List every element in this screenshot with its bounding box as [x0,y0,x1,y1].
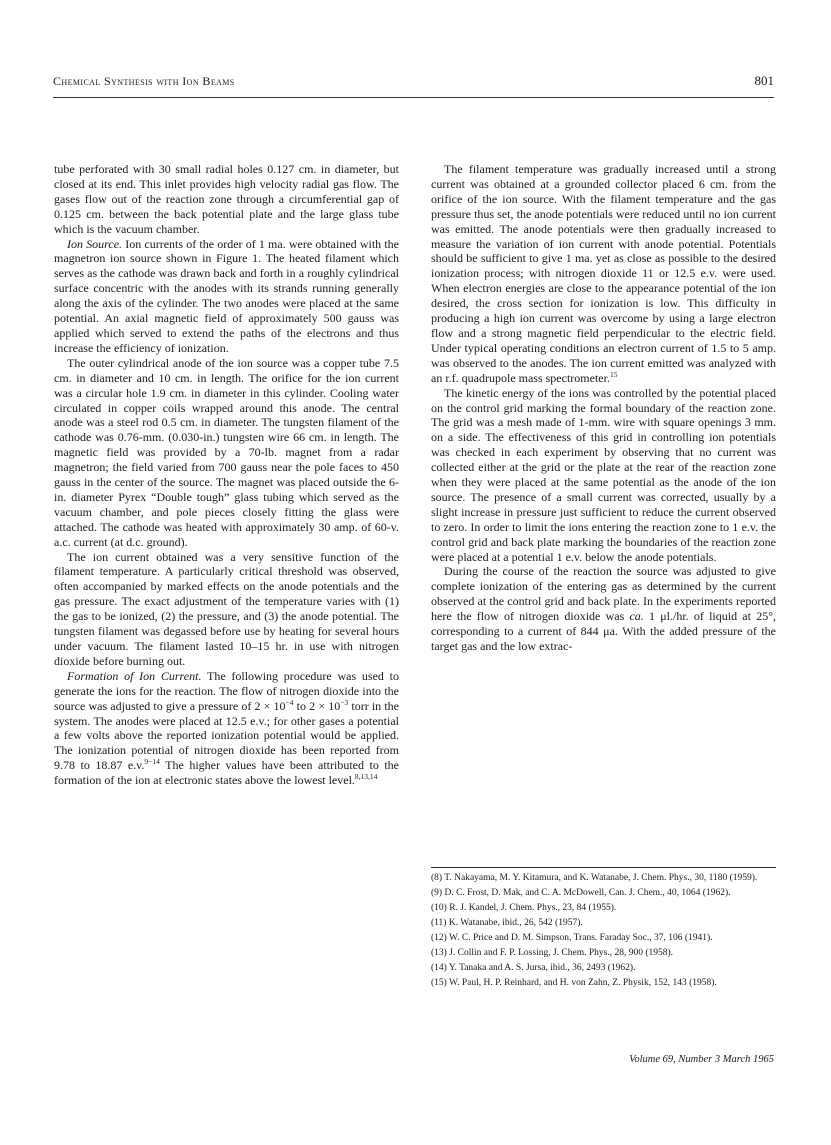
paragraph: The ion current obtained was a very sensitive function of the filament temperature. A particularly critical threshold was observed, often accompanied by marked effects on the anode potentials and the gas pressure. The exact adjustment of the temperature varies with (1) the gas to be ionized, (2) the pressure, and (3) the anode potential. The tungsten filament was degassed before use by heating for several hours under vacuum. The filament lasted 10–15 hr. in use with nitrogen dioxide before burning out. [54,549,399,668]
right-column [431,162,776,654]
footnote: (13) J. Collin and F. P. Lossing, J. Chem. Phys., 28, 900 (1958). [431,948,674,958]
paragraph [431,162,776,386]
left-column [54,162,399,788]
footnote-rule [431,867,776,868]
paragraph-body: 1 μl./hr. of liquid at 25°, corresponding to a current of 844 μa. With the added pressure of the target gas and the low extrac- [431,609,776,653]
footnote: (12) W. C. Price and D. M. Simpson, Trans. Faraday Soc., 37, 106 (1941). [431,933,713,943]
issue-footer: Volume 69, Number 3 March 1965 [629,1054,774,1065]
footnote: (9) D. C. Frost, D. Mak, and C. A. McDowell, Can. J. Chem., 40, 1064 (1962). [431,888,731,898]
paragraph-body: torr in the system. The anodes were placed at 12.5 e.v.; for other gases a potential a few volts above the reported ionization potential would be applied. The ionization potential of nitrogen dioxide has been reported from 9.78 to 18.87 e.v. [54,698,399,773]
reference-marker: 15 [609,369,618,379]
exponent: −4 [285,697,294,707]
running-title: Chemical Synthesis with Ion Beams [53,74,235,88]
paragraph-body: The following procedure was used to generate the ions for the reaction. The flow of nitrogen dioxide into the source was adjusted to give a pressure of 2 × 10 [54,668,399,713]
paragraph-formation [54,669,399,788]
footnotes [431,872,776,992]
exponent: −3 [340,697,349,707]
header-rule [53,97,774,98]
paragraph-body: During the course of the reaction the source was adjusted to give complete ionization of the entering gas as determined by the current observed at the control grid and back plate. In the experiments reported here the flow of nitrogen dioxide was [431,564,776,624]
paragraph-body: The filament temperature was gradually increased until a strong current was obtained at a grounded collector placed 6 cm. from the orifice of the ion source. With the filament temperature and the gas pressure thus set, the anode potentials were reduced until no ion current was emitted. The anode potentials were then gradually increased to measure the variation of ion current with anode potential. Potentials should be sufficient to give 1 ma. yet as close as possible to the desired ionization process; with nitrogen dioxide 11 or 12.5 e.v. were used. When electron energies are close to the appearance potential of the ion desired, the cross section for ionization is low. This difficulty in producing a high ion current was overcome by using a large electron flow and a strong magnetic field perpendicular to the electric field. Under typical operating conditions an electron current of 1.5 to 5 amp. was observed to the anodes. The ion current emitted was analyzed with an r.f. quadrupole mass spectrometer. [431,162,776,385]
paragraph: The outer cylindrical anode of the ion source was a copper tube 7.5 cm. in diameter and 10 cm. in length. The orifice for the ion current was a circular hole 1.9 cm. in diameter in this cylinder. Cooling water circulated in copper coils wrapped around this anode. The central anode was a steel rod 0.5 cm. in diameter. The tungsten filament of the cathode was 0.76-mm. (0.030-in.) tungsten wire 66 cm. in length. The magnetic field was provided by a 70-lb. magnet from a radar magnetron; the field varied from 700 gauss near the pole faces to 450 gauss in the center of the source. The magnet was placed outside the 6-in. diameter Pyrex “Double tough” glass tubing which served as the vacuum chamber, and pole pieces closely fitting the glass were attached. The cathode was heated with approximately 30 amp. of 60-v. a.c. current (at d.c. ground). [54,355,399,549]
page-number: 801 [754,73,774,88]
footnote: (10) R. J. Kandel, J. Chem. Phys., 23, 84 (1955). [431,903,617,913]
paragraph: tube perforated with 30 small radial holes 0.127 cm. in diameter, but closed at its end. This inlet provides high velocity radial gas flow. The gases flow out of the reaction zone through a circumferential gap of 0.125 cm. between the back potential plate and the large glass tube which is the vacuum chamber. [54,162,399,236]
paragraph-ion-source [54,237,399,356]
footnote: (14) Y. Tanaka and A. S. Jursa, ibid., 36, 2493 (1962). [431,963,636,973]
section-heading: Formation of Ion Current. [67,668,202,683]
paragraph [431,564,776,653]
page-header [53,74,774,96]
footnote: (8) T. Nakayama, M. Y. Kitamura, and K. Watanabe, J. Chem. Phys., 30, 1180 (1959). [431,873,758,883]
reference-marker: 9−14 [144,757,160,767]
paragraph: The kinetic energy of the ions was controlled by the potential placed on the control grid marking the formal boundary of the reaction zone. The grid was a mesh made of 1-mm. wire with square openings 3 mm. on a side. The effectiveness of this grid in controlling ion potentials was checked in each experiment by observing that no current was collected either at the grid or the plate at the rear of the reaction zone when they were placed at the same potential as the anode of the ion source. The presence of a small current was corrected, usually by a slight increase in pressure just sufficient to reduce the current observed to zero. In order to limit the ions entering the reaction zone to 1 e.v. the control grid and back plate marking the boundaries of the reaction zone were placed at a potential 1 e.v. below the anode potentials. [431,385,776,564]
reference-marker: 8,13,14 [354,772,378,782]
abbreviation: ca. [629,609,644,624]
paragraph-body: Ion currents of the order of 1 ma. were obtained with the magnetron ion source shown in Figure 1. The heated filament which serves as the cathode was drawn back and forth in a roughly cylindrical surface concentric with the anodes with its strands running generally along the axis of the cylinder. The two anodes were placed at the same potential. An axial magnetic field of approximately 500 gauss was applied which served to extend the paths of the electrons and thus increase the efficiency of ionization. [54,236,400,355]
paragraph-body: The higher values have been attributed to the formation of the ion at electronic states above the lowest level. [54,758,399,788]
section-heading: Ion Source. [67,236,123,251]
paragraph-body: to 2 × 10 [293,698,341,713]
footnote: (15) W. Paul, H. P. Reinhard, and H. von Zahn, Z. Physik, 152, 143 (1958). [431,978,717,988]
footnote: (11) K. Watanabe, ibid., 26, 542 (1957). [431,918,583,928]
